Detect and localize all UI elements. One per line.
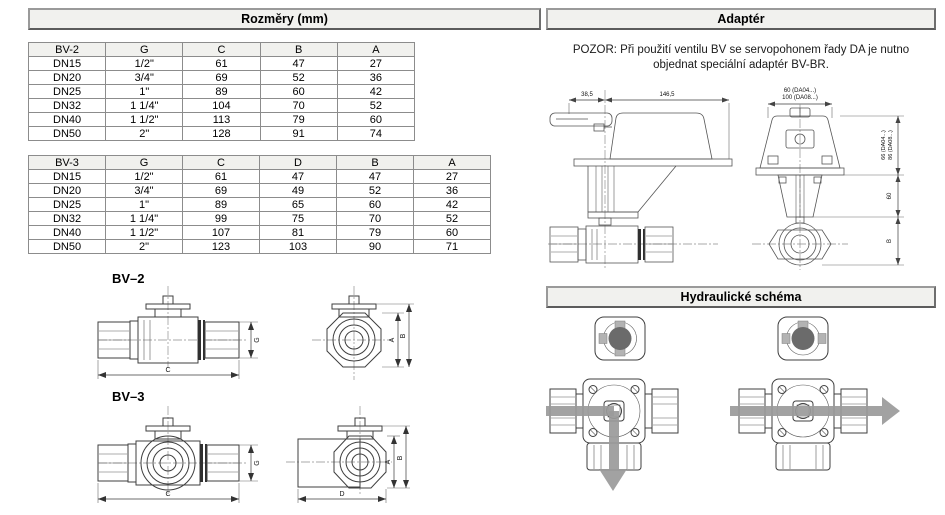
table-row <box>29 212 491 226</box>
table-cell: 1 1/4" <box>106 212 183 226</box>
table-row <box>29 184 491 198</box>
table-cell: 103 <box>260 240 337 254</box>
dim-valve-b-label: B <box>887 238 893 244</box>
dim-b-label: B <box>400 333 407 339</box>
ball-indicator <box>609 327 632 350</box>
table-cell: 113 <box>183 113 260 127</box>
table-cell: DN32 <box>29 212 106 226</box>
table-header-cell: B <box>337 156 414 170</box>
table-cell: DN50 <box>29 127 106 141</box>
hydraulic-diagram-left <box>546 314 686 500</box>
table-cell: DN40 <box>29 226 106 240</box>
table-cell: DN32 <box>29 99 106 113</box>
dim-g-label: G <box>254 460 261 466</box>
table-cell: 52 <box>414 212 491 226</box>
table-header-cell: G <box>106 43 183 57</box>
table-cell: 69 <box>183 184 260 198</box>
table-cell: 70 <box>337 212 414 226</box>
table-header-cell: A <box>414 156 491 170</box>
table-row <box>29 113 415 127</box>
dim-385-label: 38,5 <box>581 92 593 98</box>
table-cell: DN15 <box>29 57 106 71</box>
table-cell: 81 <box>260 226 337 240</box>
table-header-cell: B <box>260 43 337 57</box>
valve-position-icon-right <box>778 317 828 360</box>
table-cell: 89 <box>183 198 260 212</box>
bv2-drawing-label: BV–2 <box>112 271 145 286</box>
table-cell: 79 <box>260 113 337 127</box>
table-cell: DN20 <box>29 184 106 198</box>
table-cell: 74 <box>337 127 414 141</box>
section-title: Adaptér <box>717 12 765 26</box>
table-cell: 123 <box>183 240 260 254</box>
table-cell: 60 <box>337 113 414 127</box>
dim-g-label: G <box>254 337 261 343</box>
table-cell: 104 <box>183 99 260 113</box>
section-title: Rozměry (mm) <box>241 12 328 26</box>
bv2-side-view-drawing <box>98 282 270 384</box>
dim-height-da08-label: 86 (DA08...) <box>888 130 894 160</box>
table-header-row <box>29 43 415 57</box>
dim-a-label: A <box>389 337 396 343</box>
table-cell: 1 1/2" <box>106 226 183 240</box>
bv3-side-view-drawing <box>98 400 270 508</box>
table-cell: 52 <box>260 71 337 85</box>
adapter-warning <box>546 43 936 73</box>
table-cell: 3/4" <box>106 71 183 85</box>
table-row <box>29 57 415 71</box>
bv3-front-view-drawing <box>280 400 412 508</box>
warning-line-2: objednat speciální adaptér BV-BR. <box>653 59 829 71</box>
table-cell: 99 <box>183 212 260 226</box>
table-cell: 107 <box>183 226 260 240</box>
table-header-cell: D <box>260 156 337 170</box>
section-title: Hydraulické schéma <box>680 290 802 304</box>
adapter-side-view-drawing <box>548 84 748 272</box>
table-row <box>29 226 491 240</box>
table-header-cell: A <box>337 43 414 57</box>
table-cell: 1/2" <box>106 170 183 184</box>
hydraulic-diagram-right <box>720 314 904 500</box>
warning-line-1: POZOR: Při použití ventilu BV se servopohonem řady DA je nutno <box>572 44 910 56</box>
table-cell: 128 <box>183 127 260 141</box>
table-header-cell: C <box>183 43 260 57</box>
dim-a-label: A <box>385 459 392 465</box>
section-header-rozmery <box>28 8 541 30</box>
dim-width-da04-label: 60 (DA04...) <box>783 88 817 94</box>
table-cell: 47 <box>260 170 337 184</box>
table-cell: 91 <box>260 127 337 141</box>
table-cell: 75 <box>260 212 337 226</box>
dim-height-da04-label: 66 (DA04...) <box>881 130 887 160</box>
table-cell: 36 <box>414 184 491 198</box>
table-cell: DN20 <box>29 71 106 85</box>
valve-top-view <box>739 379 867 470</box>
table-cell: 1 1/4" <box>106 99 183 113</box>
section-header-hydraulicke <box>546 286 936 308</box>
table-cell: 2" <box>106 127 183 141</box>
table-row <box>29 127 415 141</box>
table-cell: 49 <box>260 184 337 198</box>
bv3-drawing-label: BV–3 <box>112 389 145 404</box>
table-row <box>29 170 491 184</box>
table-cell: 1 1/2" <box>106 113 183 127</box>
table-row <box>29 85 415 99</box>
table-cell: 52 <box>337 99 414 113</box>
dim-c-label: C <box>165 491 171 498</box>
table-cell: 89 <box>183 85 260 99</box>
dim-d-label: D <box>339 491 345 498</box>
table-header-cell: C <box>183 156 260 170</box>
table-cell: 47 <box>260 57 337 71</box>
table-cell: 71 <box>414 240 491 254</box>
table-cell: 61 <box>183 170 260 184</box>
bv2-dimension-table <box>28 42 415 141</box>
table-cell: 65 <box>260 198 337 212</box>
table-cell: 27 <box>414 170 491 184</box>
table-cell: 1" <box>106 85 183 99</box>
dim-width-da08-label: 100 (DA08...) <box>782 95 818 101</box>
table-cell: DN40 <box>29 113 106 127</box>
bv3-dimension-table <box>28 155 491 254</box>
table-header-row <box>29 156 491 170</box>
table-cell: 79 <box>337 226 414 240</box>
table-cell: 3/4" <box>106 184 183 198</box>
table-cell: DN25 <box>29 85 106 99</box>
table-cell: 61 <box>183 57 260 71</box>
table-header-cell: G <box>106 156 183 170</box>
table-cell: 60 <box>337 198 414 212</box>
dim-1465-label: 146,5 <box>659 92 675 98</box>
dim-c-label: C <box>165 367 171 374</box>
valve-position-icon-left <box>595 317 645 360</box>
table-row <box>29 99 415 113</box>
flow-arrow-through <box>730 397 900 425</box>
table-row <box>29 198 491 212</box>
table-cell: 42 <box>337 85 414 99</box>
table-cell: 60 <box>260 85 337 99</box>
table-row <box>29 71 415 85</box>
ball-indicator <box>792 327 815 350</box>
table-header-cell: BV-3 <box>29 156 106 170</box>
table-cell: 70 <box>260 99 337 113</box>
dim-console-label: 60 <box>887 192 893 200</box>
adapter-front-view-drawing <box>752 84 940 272</box>
table-cell: 52 <box>337 184 414 198</box>
table-cell: DN15 <box>29 170 106 184</box>
table-cell: DN50 <box>29 240 106 254</box>
table-cell: 42 <box>414 198 491 212</box>
table-row <box>29 240 491 254</box>
table-header-cell: BV-2 <box>29 43 106 57</box>
table-cell: 60 <box>414 226 491 240</box>
table-cell: 69 <box>183 71 260 85</box>
section-header-adapter <box>546 8 936 30</box>
table-cell: 2" <box>106 240 183 254</box>
table-cell: 47 <box>337 170 414 184</box>
dim-b-label: B <box>397 455 404 461</box>
table-cell: 36 <box>337 71 414 85</box>
table-cell: DN25 <box>29 198 106 212</box>
table-cell: 90 <box>337 240 414 254</box>
table-cell: 1" <box>106 198 183 212</box>
table-cell: 1/2" <box>106 57 183 71</box>
table-cell: 27 <box>337 57 414 71</box>
bv2-front-view-drawing <box>312 282 416 384</box>
